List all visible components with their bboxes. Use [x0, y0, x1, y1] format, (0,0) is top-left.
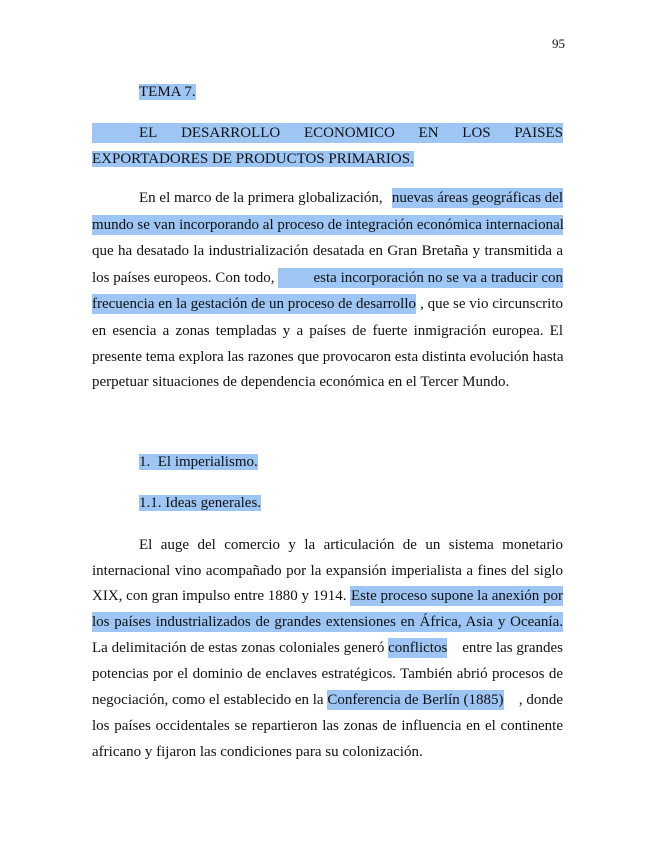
- highlight-span: Conferencia de Berlín (1885): [327, 692, 504, 708]
- body-line-8: los países occidentales se repartieron las zonas de influencia en el continente: [92, 718, 563, 734]
- page-number: 95: [552, 36, 565, 51]
- tema-label-line: [139, 82, 563, 102]
- tema-title-line-1: [92, 123, 563, 143]
- intro-line-3: que ha desatado la industrialización desatada en Gran Bretaña y transmitida a: [92, 243, 563, 259]
- body-line-3: [92, 586, 563, 606]
- title-word: PAISES: [514, 125, 563, 141]
- body-line-5: [92, 638, 563, 658]
- text-span: La delimitación de estas zonas coloniales generó: [92, 640, 389, 656]
- highlight-span: conflictos: [388, 640, 448, 656]
- text-span: XIX, con gran impulso entre 1880 y 1914.: [92, 588, 351, 604]
- body-line-9: africano y fijaron las condiciones para su colonización.: [92, 744, 423, 760]
- text-span: entre las grandes: [458, 640, 563, 656]
- intro-line-4: [92, 268, 563, 288]
- body-line-2: internacional vino acompañado por la expansión imperialista a fines del siglo: [92, 563, 563, 579]
- highlight-text: esta incorporación no se va a traducir con: [313, 270, 563, 286]
- body-line-6: potencias por el dominio de enclaves estratégicos. También abrió procesos de: [92, 666, 563, 682]
- body-line-7: [92, 690, 563, 710]
- tema-title-words: [92, 123, 563, 143]
- highlight-span: [350, 586, 563, 606]
- text-span: los países europeos. Con todo,: [92, 270, 279, 286]
- intro-line-7: presente tema explora las razones que provocaron esta distinta evolución hasta: [92, 349, 564, 365]
- tema-title-line-2: [92, 149, 563, 169]
- title-word: ECONOMICO: [303, 125, 395, 141]
- text-span: , que se vio circunscrito: [420, 296, 563, 312]
- intro-line-5: [92, 294, 563, 314]
- title-word: LOS: [462, 125, 491, 141]
- intro-line-2: mundo se van incorporando al proceso de integración económica internacional: [92, 217, 564, 233]
- text-span: negociación, como el establecido en la: [92, 692, 328, 708]
- title-word: EL: [139, 125, 158, 141]
- body-line-1: El auge del comercio y la articulación de un sistema monetario: [139, 537, 563, 553]
- body-line-4: los países industrializados de grandes extensiones en África, Asia y Oceanía.: [92, 614, 563, 630]
- highlight-span: [278, 268, 563, 288]
- highlight-span: nuevas áreas geográficas del: [391, 190, 563, 206]
- tema-label: TEMA 7.: [139, 84, 196, 100]
- subsection-heading-line: [139, 493, 563, 513]
- section-heading-line: [139, 452, 563, 472]
- text-span: En el marco de la primera globalización,: [139, 190, 383, 206]
- intro-line-6: en esencia a zonas templadas y a países de fuerte inmigración europea. El: [92, 323, 563, 339]
- section-heading: 1. El imperialismo.: [139, 454, 258, 470]
- intro-line-8: perpetuar situaciones de dependencia económica en el Tercer Mundo.: [92, 374, 510, 390]
- title-word: DESARROLLO: [181, 125, 281, 141]
- tema-title-cont: EXPORTADORES DE PRODUCTOS PRIMARIOS.: [92, 151, 414, 167]
- text-span: , donde: [518, 692, 563, 708]
- intro-line-1: [139, 188, 563, 208]
- highlight-span: frecuencia en la gestación de un proceso de desarrollo: [92, 296, 417, 312]
- highlight-text: Este proceso supone la anexión por: [350, 588, 563, 604]
- title-word: EN: [418, 125, 439, 141]
- subsection-heading: 1.1. Ideas generales.: [139, 495, 262, 511]
